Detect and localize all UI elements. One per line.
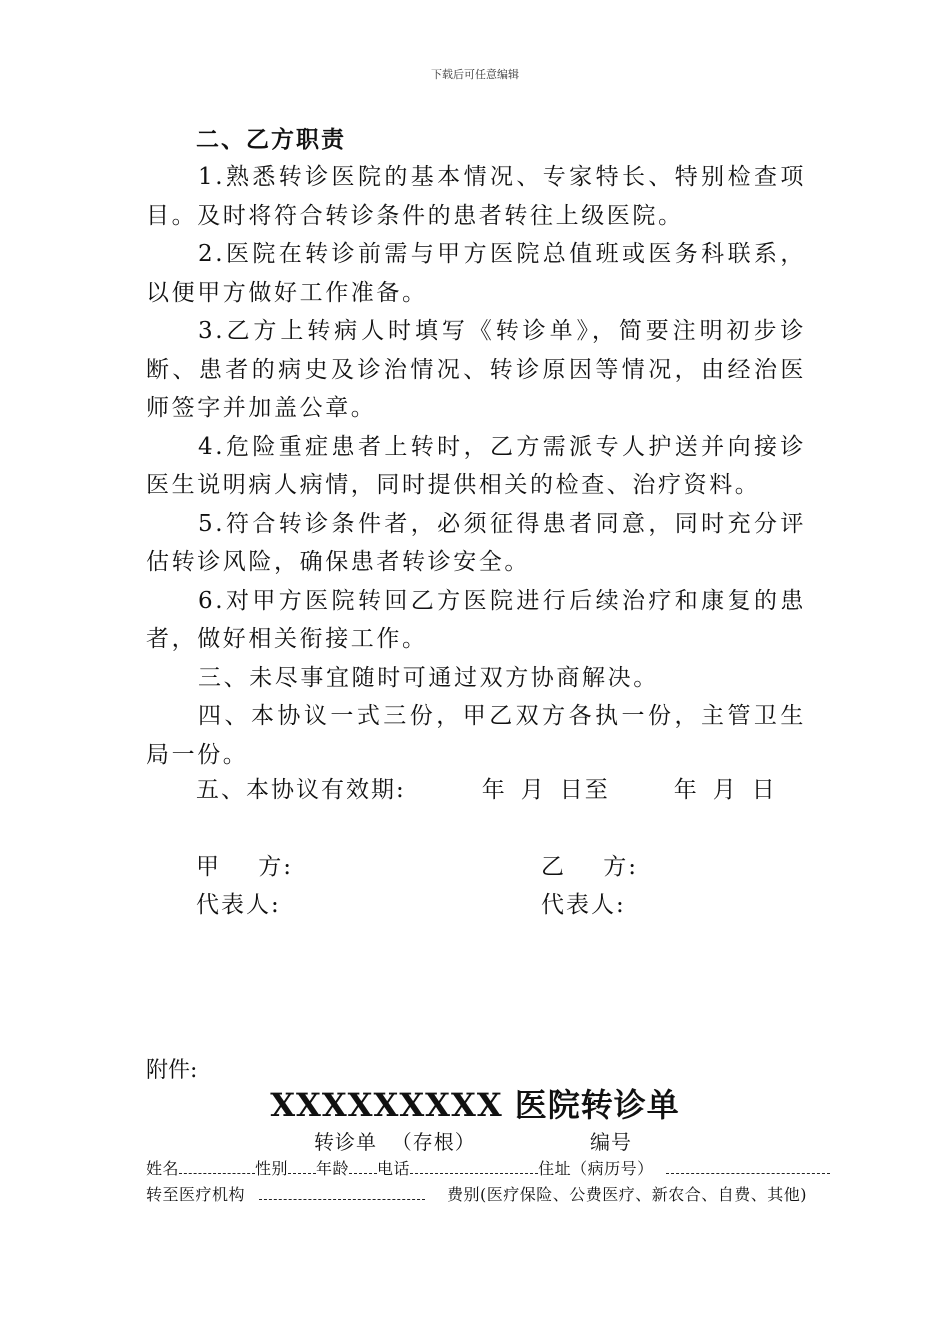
gender-blank[interactable] — [288, 1161, 316, 1174]
age-blank[interactable] — [349, 1161, 377, 1174]
form-number-label: 编号 — [590, 1130, 632, 1154]
form-subtitle: 转诊单 （存根） — [314, 1130, 476, 1154]
address-blank[interactable] — [666, 1161, 830, 1174]
validity-year-end: 年 — [673, 777, 699, 803]
representative-a-label: 代表人: — [196, 892, 281, 918]
paragraph-1: 1.熟悉转诊医院的基本情况、专家特长、特别检查项目。及时将符合转诊条件的患者转往上级医院。 — [146, 164, 806, 229]
address-label: 住址（病历号） — [538, 1159, 654, 1178]
phone-blank[interactable] — [410, 1161, 538, 1174]
party-b-label: 乙 方: — [541, 854, 638, 880]
transfer-to-label: 转至医疗机构 — [146, 1185, 246, 1204]
attachment-label: 附件: — [146, 1058, 198, 1083]
name-blank[interactable] — [179, 1161, 255, 1174]
validity-line — [196, 771, 777, 809]
name-label: 姓名 — [146, 1159, 180, 1178]
gender-label: 性别 — [255, 1159, 289, 1178]
validity-month-end: 月 — [712, 777, 738, 803]
clause-three: 三、未尽事宜随时可通过双方协商解决。 — [198, 664, 659, 691]
paragraph-3: 3.乙方上转病人时填写《转诊单》，简要注明初步诊断、患者的病史及诊治情况、转诊原因等情况，由经治医师签字并加盖公章。 — [146, 318, 806, 421]
paragraph-4: 4.危险重症患者上转时，乙方需派专人护送并向接诊医生说明病人病情，同时提供相关的检查、治疗资料。 — [146, 433, 806, 498]
paragraph-6: 6.对甲方医院转回乙方医院进行后续治疗和康复的患者，做好相关衔接工作。 — [146, 587, 806, 652]
fee-type-label: 费别(医疗保险、公费医疗、新农合、自费、其他) — [447, 1185, 808, 1204]
clause-four: 四、本协议一式三份，甲乙双方各执一份，主管卫生局一份。 — [146, 703, 806, 768]
transfer-to-blank[interactable] — [259, 1187, 425, 1200]
paragraph-5: 5.符合转诊条件者，必须征得患者同意，同时充分评估转诊风险，确保患者转诊安全。 — [146, 510, 806, 575]
validity-label: 五、本协议有效期: — [196, 777, 406, 803]
paragraph-2: 2.医院在转诊前需与甲方医院总值班或医务科联系，以便甲方做好工作准备。 — [146, 241, 806, 306]
age-label: 年龄 — [316, 1159, 350, 1178]
phone-label: 电话 — [377, 1159, 411, 1178]
form-title: XXXXXXXXX 医院转诊单 — [270, 1086, 680, 1124]
section-title: 二、乙方职责 — [196, 126, 346, 153]
header-note: 下载后可任意编辑 — [431, 68, 519, 81]
form-row-patient — [146, 1156, 830, 1179]
party-a-label: 甲 方: — [196, 854, 293, 880]
validity-day-end: 日 — [751, 777, 777, 803]
representative-b-label: 代表人: — [541, 892, 626, 918]
form-row-transfer — [146, 1182, 807, 1205]
validity-month-start: 月 — [520, 777, 546, 803]
validity-day-to: 日至 — [559, 777, 610, 803]
validity-year-start: 年 — [481, 777, 507, 803]
agreement-body — [146, 158, 806, 774]
